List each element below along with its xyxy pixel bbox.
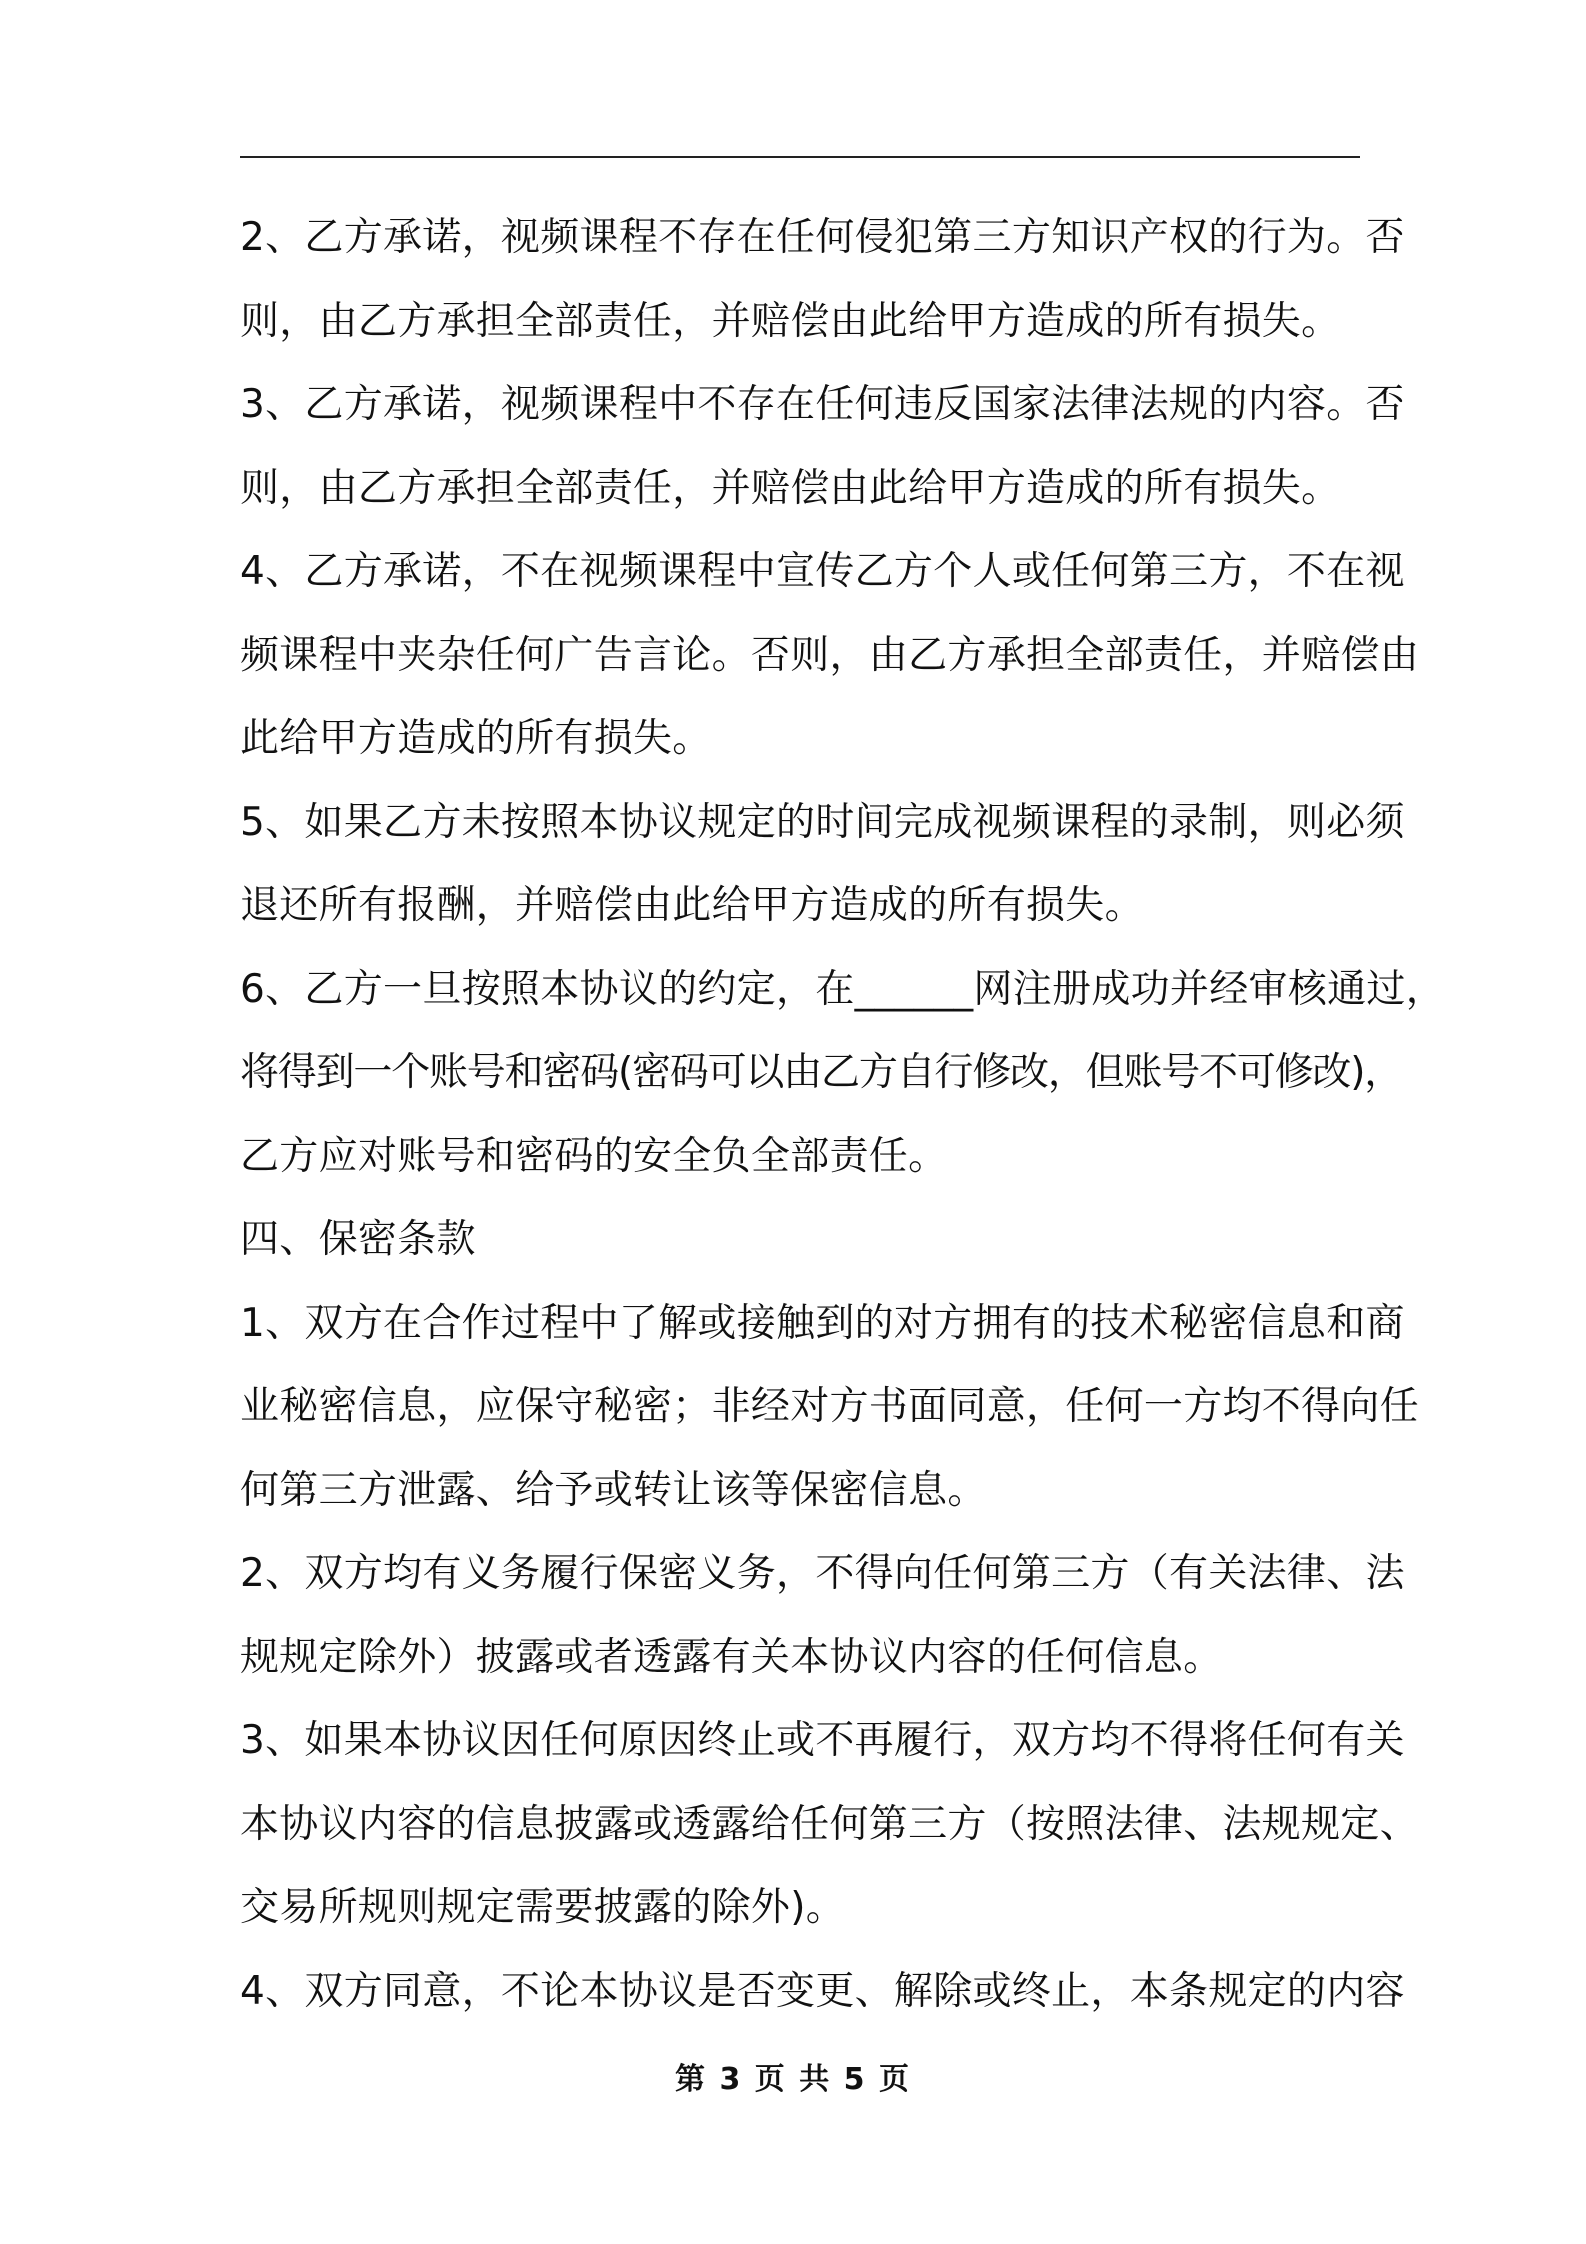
text-line: 乙方应对账号和密码的安全负全部责任。 [240, 1133, 948, 1179]
text-line: 频课程中夹杂任何广告言论。否则，由乙方承担全部责任，并赔偿由 [240, 632, 1420, 678]
text-line: 规规定除外）披露或者透露有关本协议内容的任何信息。 [240, 1634, 1223, 1680]
text-line: 1、双方在合作过程中了解或接触到的对方拥有的技术秘密信息和商 [240, 1300, 1405, 1346]
text-line: 此给甲方造成的所有损失。 [240, 716, 712, 761]
text-line: 本协议内容的信息披露或透露给任何第三方（按照法律、法规规定、 [240, 1801, 1420, 1847]
text-line: 4、乙方承诺，不在视频课程中宣传乙方个人或任何第三方，不在视 [240, 549, 1405, 594]
text-line: 则，由乙方承担全部责任，并赔偿由此给甲方造成的所有损失。 [240, 298, 1341, 344]
text-line: 3、如果本协议因任何原因终止或不再履行，双方均不得将任何有关 [240, 1718, 1405, 1763]
text-line: 何第三方泄露、给予或转让该等保密信息。 [240, 1467, 987, 1513]
section-heading: 四、保密条款 [240, 1217, 476, 1262]
text-line: 4、双方同意，不论本协议是否变更、解除或终止，本条规定的内容 [240, 1968, 1405, 2014]
header-rule [240, 156, 1360, 158]
page-number-footer: 第 3 页 共 5 页 [675, 2062, 911, 2097]
text-line: 业秘密信息，应保守秘密；非经对方书面同意，任何一方均不得向任 [240, 1384, 1420, 1429]
text-line: 2、乙方承诺，视频课程不存在任何侵犯第三方知识产权的行为。否 [240, 215, 1405, 260]
text-line: 3、乙方承诺，视频课程中不存在任何违反国家法律法规的内容。否 [240, 382, 1405, 427]
text-line: 6、乙方一旦按照本协议的约定，在______网注册成功并经审核通过， [240, 966, 1446, 1012]
text-line: 则，由乙方承担全部责任，并赔偿由此给甲方造成的所有损失。 [240, 465, 1341, 511]
text-line: 2、双方均有义务履行保密义务，不得向任何第三方（有关法律、法 [240, 1551, 1405, 1596]
text-line: 退还所有报酬，并赔偿由此给甲方造成的所有损失。 [240, 883, 1144, 928]
text-line: 5、如果乙方未按照本协议规定的时间完成视频课程的录制，则必须 [240, 799, 1405, 845]
document-body [240, 196, 1446, 2033]
text-line: 交易所规则规定需要披露的除外)。 [240, 1885, 846, 1930]
text-line: 将得到一个账号和密码(密码可以由乙方自行修改，但账号不可修改)， [240, 1050, 1403, 1095]
